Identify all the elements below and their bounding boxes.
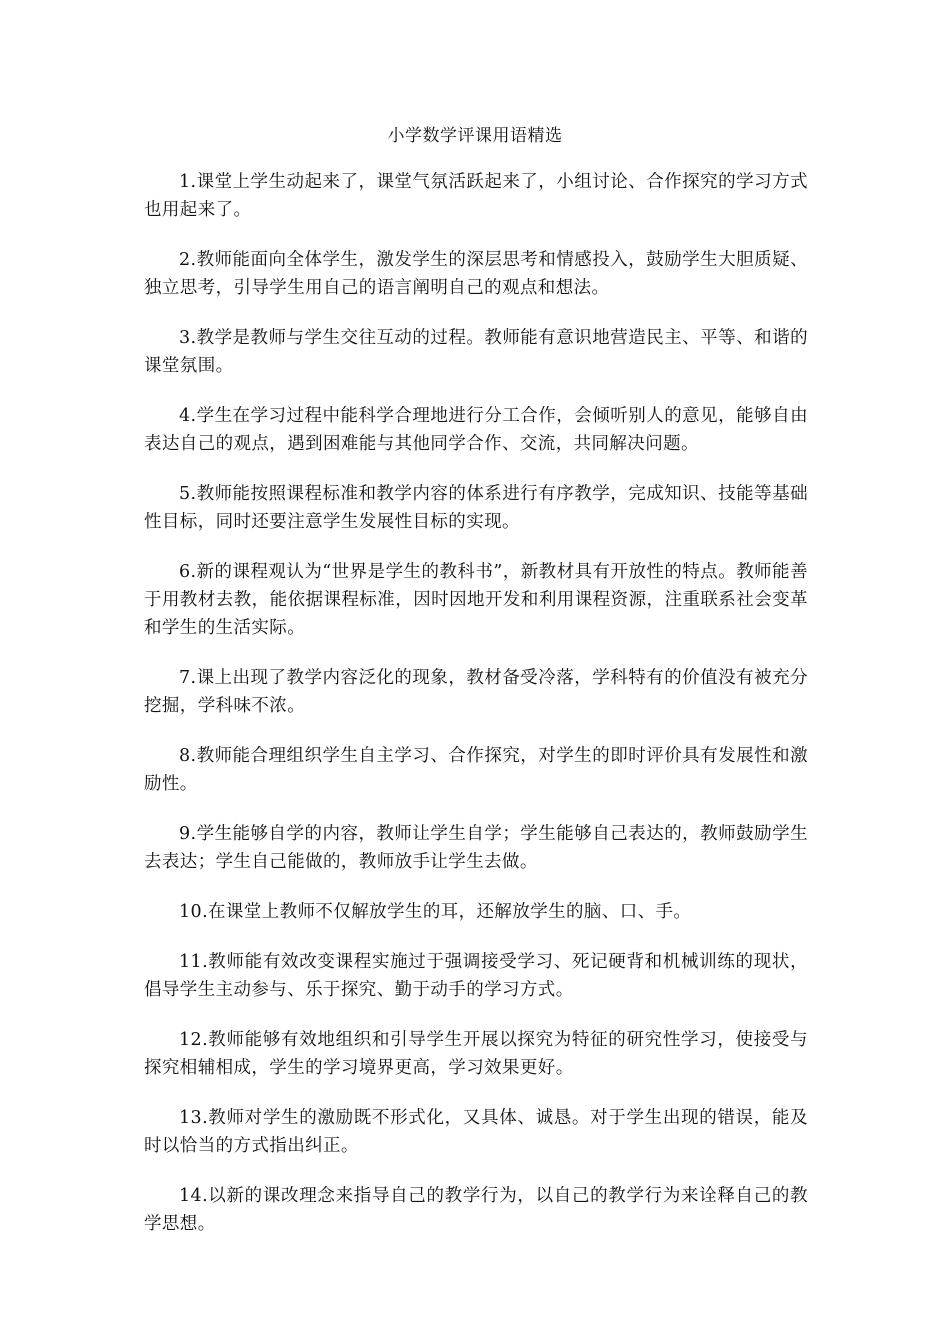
item-list: [144, 168, 808, 1260]
document-title: 小学数学评课用语精选: [387, 126, 563, 146]
list-item: 1.课堂上学生动起来了，课堂气氛活跃起来了，小组讨论、合作探究的学习方式也用起来了。: [144, 172, 808, 220]
list-item: 7.课上出现了教学内容泛化的现象，教材备受冷落，学科特有的价值没有被充分挖掘，学科味不浓。: [144, 668, 808, 716]
list-item: 4.学生在学习过程中能科学合理地进行分工合作，会倾听别人的意见，能够自由表达自己的观点，遇到困难能与其他同学合作、交流，共同解决问题。: [144, 406, 808, 454]
list-item: 3.教学是教师与学生交往互动的过程。教师能有意识地营造民主、平等、和谐的课堂氛围。: [144, 328, 808, 376]
list-item: 14.以新的课改理念来指导自己的教学行为，以自己的教学行为来诠释自己的教学思想。: [144, 1186, 808, 1234]
list-item: 2.教师能面向全体学生，激发学生的深层思考和情感投入，鼓励学生大胆质疑、独立思考，引导学生用自己的语言阐明自己的观点和想法。: [144, 250, 808, 298]
list-item: 5.教师能按照课程标准和教学内容的体系进行有序教学，完成知识、技能等基础性目标，同时还要注意学生发展性目标的实现。: [144, 484, 808, 532]
list-item: 6.新的课程观认为“世界是学生的教科书”，新教材具有开放性的特点。教师能善于用教材去教，能依据课程标准，因时因地开发和利用课程资源，注重联系社会变革和学生的生活实际。: [144, 562, 808, 638]
list-item: 10.在课堂上教师不仅解放学生的耳，还解放学生的脑、口、手。: [179, 902, 692, 922]
list-item: 12.教师能够有效地组织和引导学生开展以探究为特征的研究性学习，使接受与探究相辅相成，学生的学习境界更高，学习效果更好。: [144, 1030, 808, 1078]
list-item: 9.学生能够自学的内容，教师让学生自学；学生能够自己表达的，教师鼓励学生去表达；学生自己能做的，教师放手让学生去做。: [144, 824, 808, 872]
list-item: 13.教师对学生的激励既不形式化，又具体、诚恳。对于学生出现的错误，能及时以恰当的方式指出纠正。: [144, 1108, 808, 1156]
list-item: 11.教师能有效改变课程实施过于强调接受学习、死记硬背和机械训练的现状，倡导学生主动参与、乐于探究、勤于动手的学习方式。: [144, 952, 808, 1000]
list-item: 8.教师能合理组织学生自主学习、合作探究，对学生的即时评价具有发展性和激励性。: [144, 746, 808, 794]
